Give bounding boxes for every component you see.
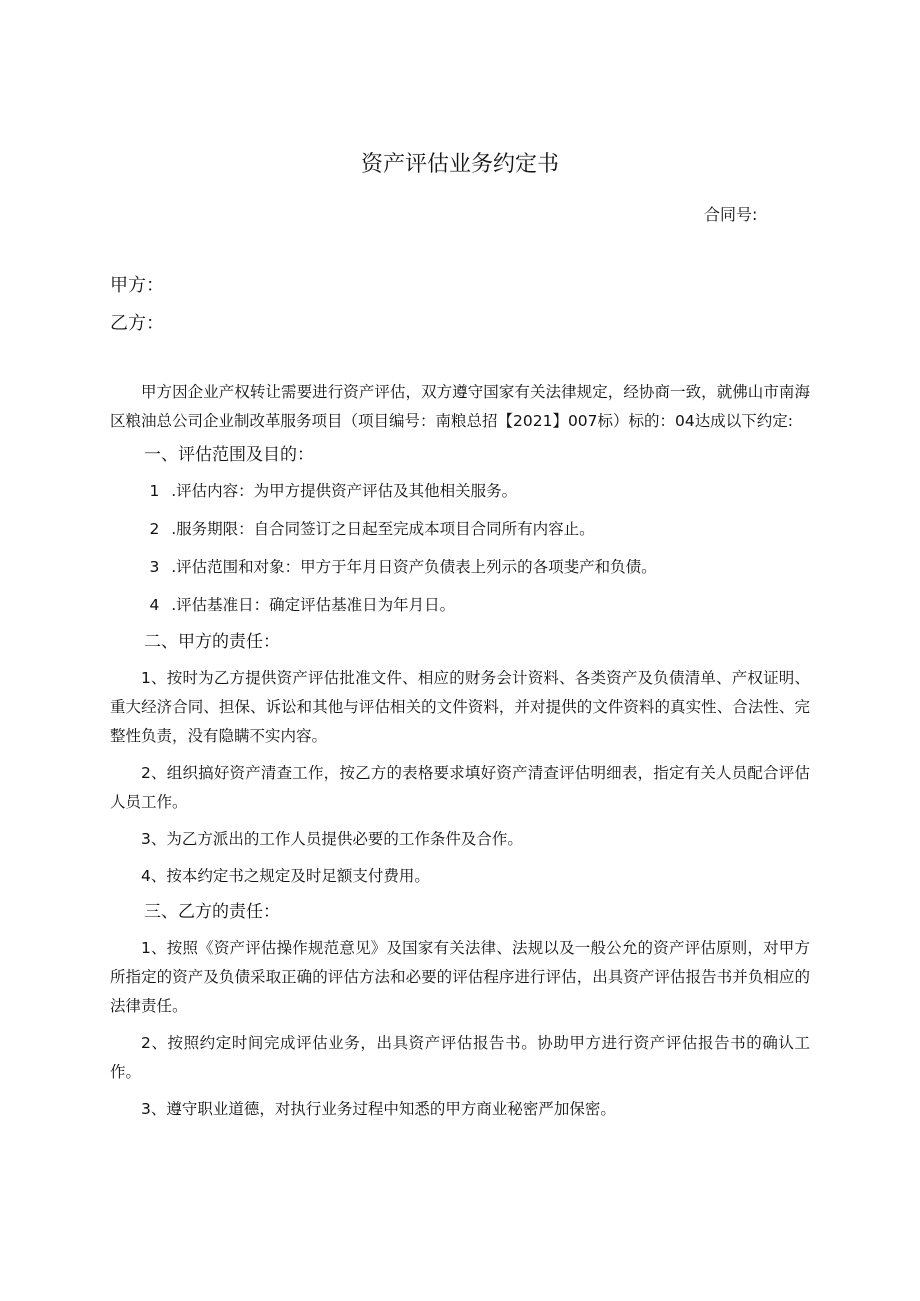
document-body — [110, 378, 810, 1132]
item-text: .评估范围和对象：甲方于年月日资产负债表上列示的各项斐产和负债。 — [171, 558, 657, 576]
item-text: .评估基准日：确定评估基准日为年月日。 — [171, 596, 456, 614]
party-a-duty: 3、为乙方派出的工作人员提供必要的工作条件及合作。 — [141, 830, 523, 848]
item-text: .评估内容：为甲方提供资产评估及其他相关服务。 — [171, 482, 518, 500]
item-number: 3 — [149, 558, 160, 576]
scope-item — [110, 553, 810, 582]
item-number: 4 — [149, 596, 160, 614]
scope-item — [110, 515, 810, 544]
party-a-duty: 1、按时为乙方提供资产评估批准文件、相应的财务会计资料、各类资产及负债清单、产权证明、重大经济合同、担保、诉讼和其他与评估相关的文件资料，并对提供的文件资料的真实性、合法性、完整性负责，没有隐瞒不实内容。 — [110, 669, 810, 745]
item-text: .服务期限：自合同签订之日起至完成本项目合同所有内容止。 — [171, 520, 595, 538]
party-b-duty: 2、按照约定时间完成评估业务，出具资产评估报告书。协助甲方进行资产评估报告书的确认工作。 — [110, 1034, 810, 1081]
document-title: 资产评估业务约定书 — [360, 152, 559, 177]
section-heading-party-b-duties: 三、乙方的责任： — [144, 902, 280, 922]
party-a-label: 甲方： — [110, 275, 164, 296]
party-a-duty: 4、按本约定书之规定及时足额支付费用。 — [141, 867, 430, 885]
item-number: 2 — [149, 520, 160, 538]
intro-paragraph: 甲方因企业产权转让需要进行资产评估，双方遵守国家有关法律规定，经协商一致，就佛山市南海区粮油总公司企业制改革服务项目（项目编号：南粮总招【2021】007标）标的：04达成以下约定: — [110, 383, 810, 430]
section-heading-scope: 一、评估范围及目的： — [144, 445, 314, 465]
party-b-duty: 1、按照《资产评估操作规范意见》及国家有关法律、法规以及一般公允的资产评估原则，对甲方所指定的资产及负债采取正确的评估方法和必要的评估程序进行评估，出具资产评估报告书并负相应的法律责任。 — [110, 939, 810, 1015]
scope-item — [110, 477, 810, 506]
contract-number-label: 合同号: — [704, 205, 758, 224]
section-heading-party-a-duties: 二、甲方的责任： — [144, 632, 280, 652]
item-number: 1 — [149, 482, 160, 500]
party-a-duty: 2、组织搞好资产清查工作，按乙方的表格要求填好资产清查评估明细表，指定有关人员配合评估人员工作。 — [110, 764, 810, 811]
scope-item — [110, 591, 810, 620]
party-b-duty: 3、遵守职业道德，对执行业务过程中知悉的甲方商业秘密严加保密。 — [141, 1100, 616, 1118]
party-b-label: 乙方： — [110, 313, 164, 334]
